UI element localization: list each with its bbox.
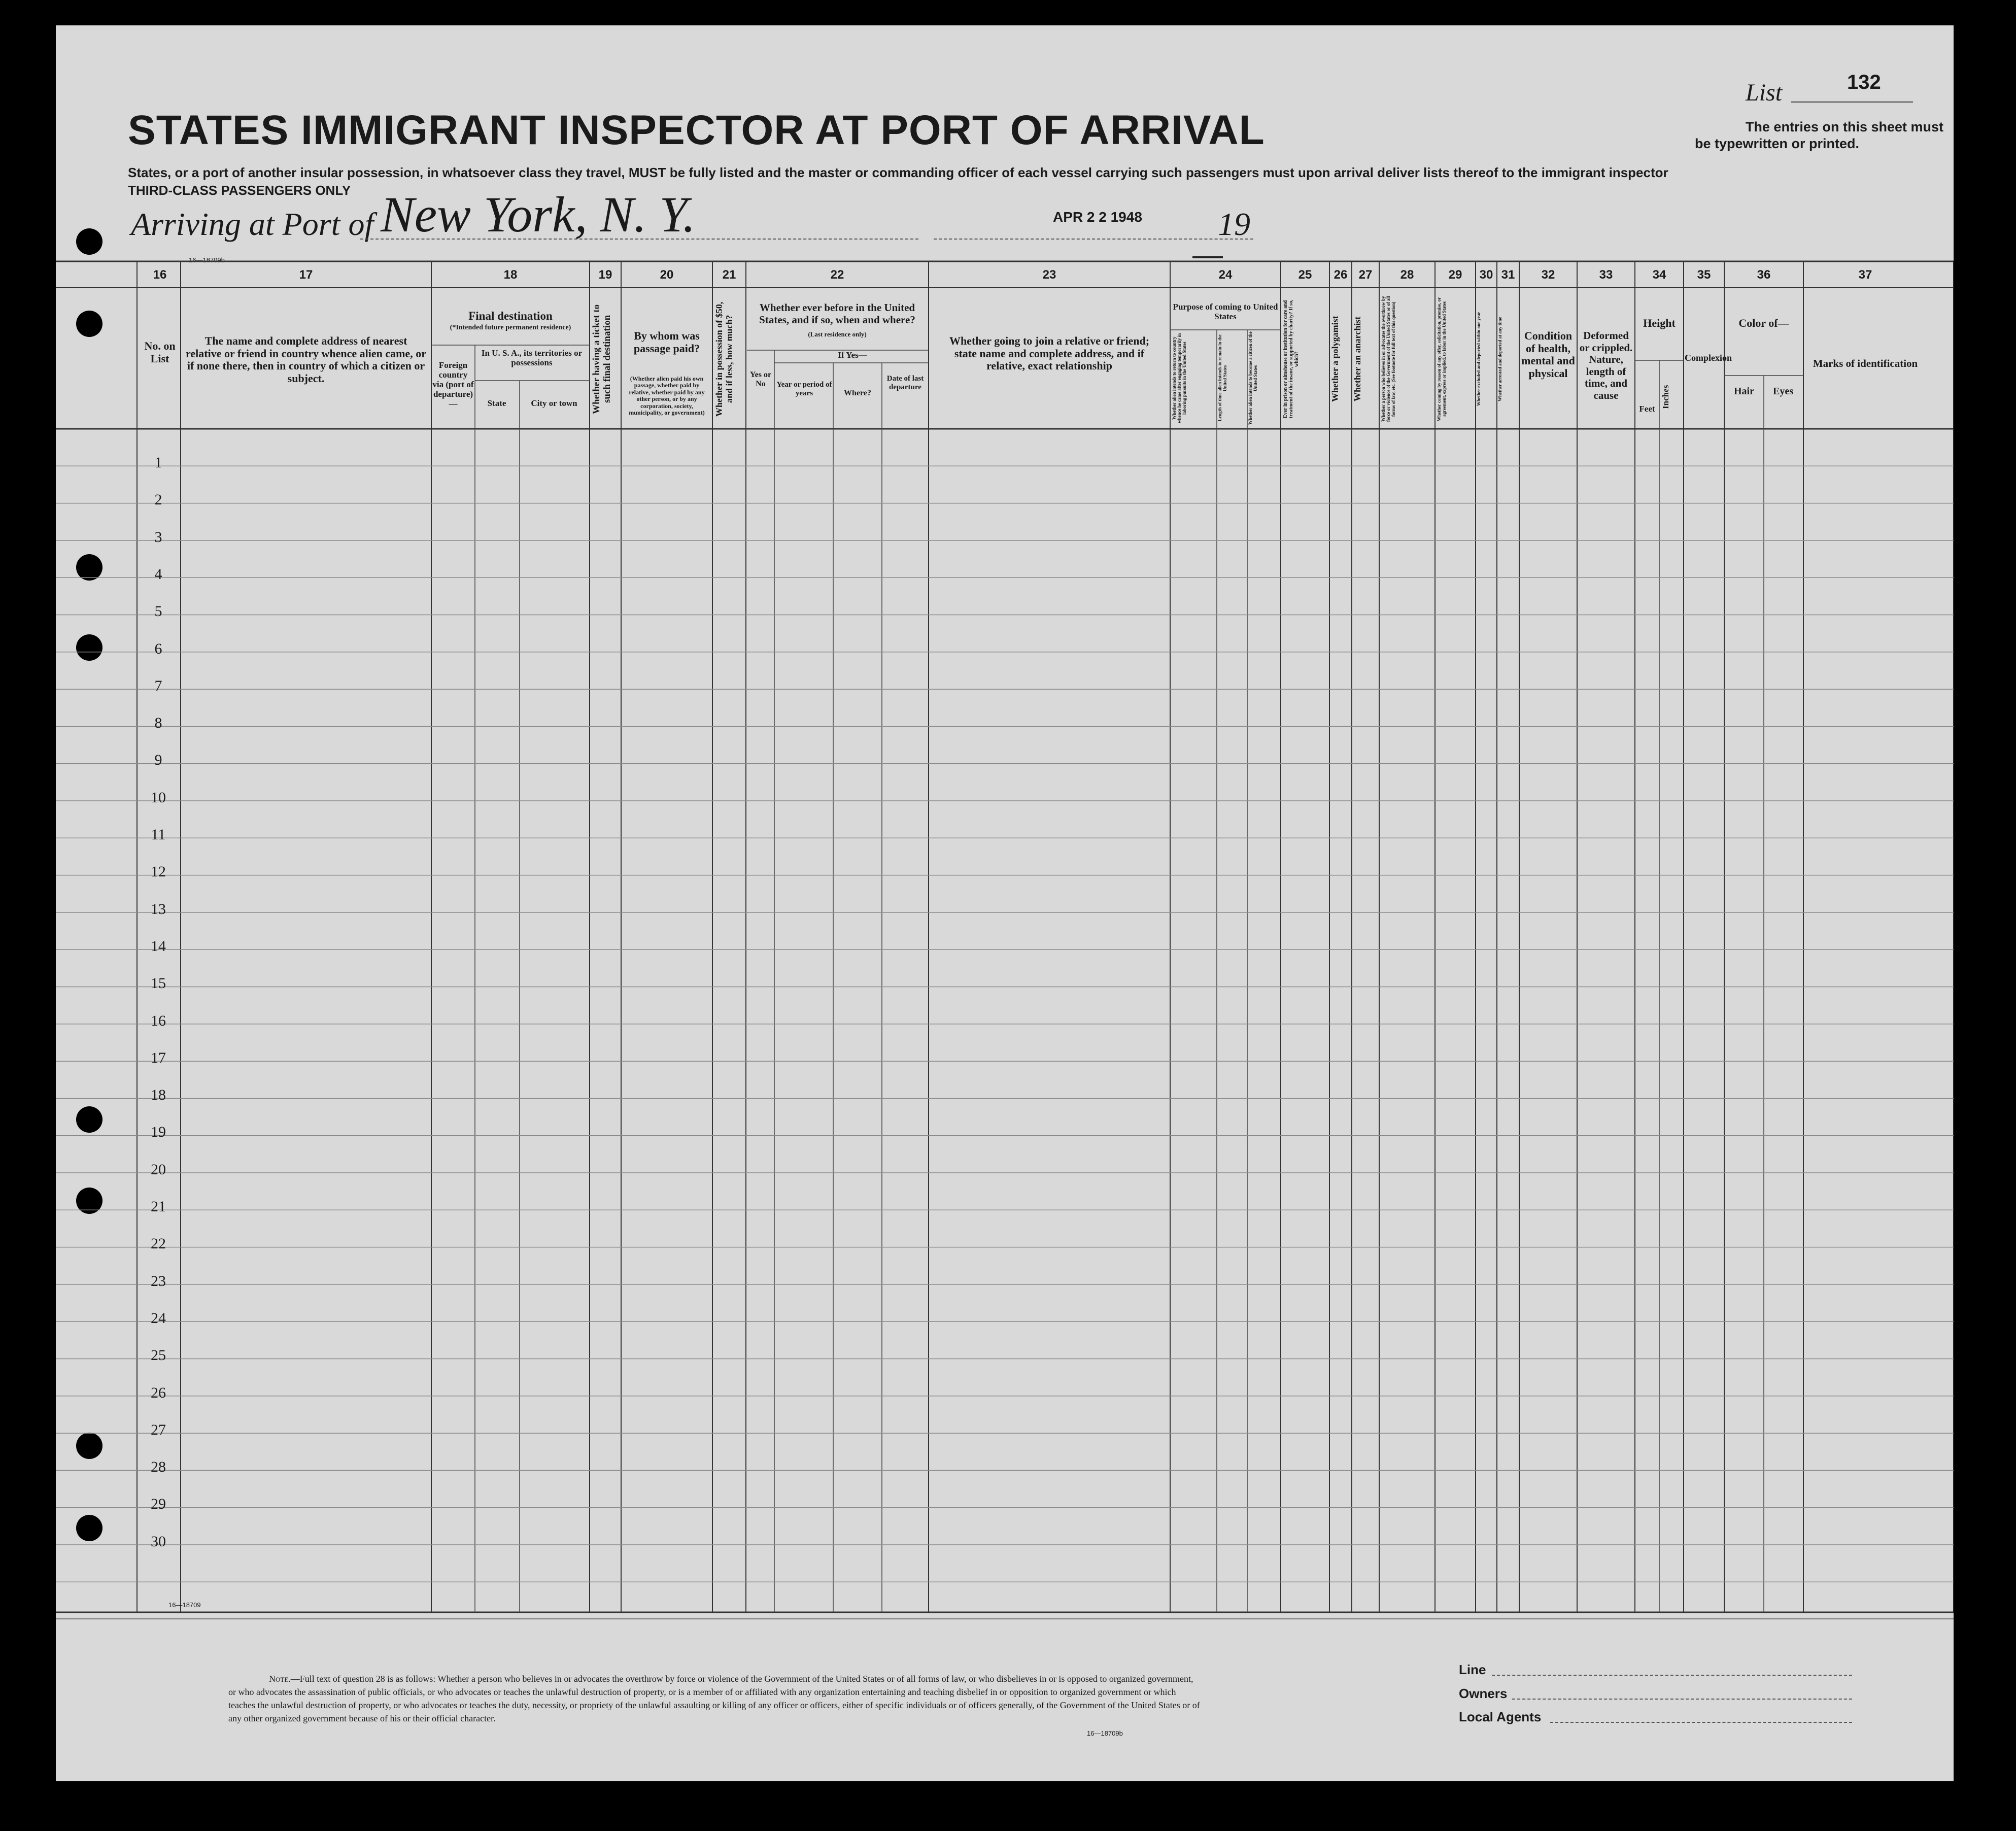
col-num-25: 25 [1298,268,1312,282]
col-header-24-b: Length of time alien intends to remain in the United States [1217,334,1227,422]
col-num-31: 31 [1501,268,1515,282]
col-num-34: 34 [1652,268,1666,282]
row-number: 13 [151,900,166,918]
row-number: 19 [151,1124,166,1141]
col-num-26: 26 [1334,268,1348,282]
row-number: 11 [151,826,166,843]
row-number: 2 [154,491,162,508]
col-header-25: Ever in prison or almshouse or institution for care and treatment of the insane, or supported by charity? If so, which? [1283,299,1300,419]
col-header-32: Condition of health, mental and physical [1521,329,1575,380]
col-header-36: Color of— [1738,317,1789,329]
port-handwritten: New York, N. Y. [381,186,696,243]
row-number: 4 [154,565,162,583]
row-number: 26 [151,1384,166,1401]
col-num-18: 18 [503,268,518,282]
col-header-37: Marks of identification [1813,357,1918,369]
col-header-36-hair: Hair [1734,386,1754,397]
col-header-19: Whether having a ticket to such final destination [591,304,612,414]
col-header-24-a: Whether alien intends to return to country whence he came after engaging temporarily in laboring pursuits in the United States [1172,333,1187,423]
col-num-33: 33 [1599,268,1613,282]
row-number: 23 [151,1272,166,1290]
footnote-label: Note. [269,1674,291,1684]
row-number: 3 [154,528,162,546]
col-num-37: 37 [1858,268,1872,282]
row-number: 22 [151,1235,166,1252]
manifest-grid [56,25,1954,1781]
col-header-22-years: Year or period of years [776,381,832,397]
row-number: 6 [154,640,162,657]
owners-field [1512,1699,1852,1700]
owners-label: Owners [1459,1686,1508,1701]
col-num-22: 22 [830,268,844,282]
col-num-27: 27 [1358,268,1373,282]
list-label: List [1746,79,1783,106]
col-num-20: 20 [660,268,674,282]
row-number: 9 [154,752,162,769]
col-header-16: No. on List [144,340,176,365]
col-header-31: Whether arrested and deported at any time [1497,317,1502,401]
row-number: 30 [151,1533,166,1550]
col-header-21: Whether in possession of $50, and if less, how much? [714,301,734,417]
col-header-18-city: City or town [531,398,577,408]
page-subtitle: States, or a port of another insular possession, in whatsoever class they travel, MUST be fully listed and the master or commanding officer of each vessel carrying such passengers must upon arrival deliver lists thereof to the immigrant inspector [128,165,1668,180]
col-header-22-note: (Last residence only) [808,330,867,338]
col-header-29: Whether coming by reason of any offer, solicitation, promise, or agreement, express or implied, to labor in the United States [1437,297,1447,421]
col-num-30: 30 [1479,268,1493,282]
col-num-16: 16 [153,268,167,282]
row-number: 17 [151,1049,166,1066]
list-number: 132 [1847,71,1881,93]
col-header-36-eyes: Eyes [1773,386,1793,397]
col-header-22-date: Date of last departure [886,375,924,391]
col-header-22: Whether ever before in the United States, and if so, when and where? [759,301,915,326]
row-number: 20 [151,1161,166,1178]
col-num-28: 28 [1400,268,1414,282]
col-header-20-note: (Whether alien paid his own passage, whether paid by relative, whether paid by any other person, or by any corporation, society, municipality, or government) [629,375,705,417]
row-number: 24 [151,1309,166,1327]
row-number: 25 [151,1347,166,1364]
col-header-34-feet: Feet [1639,404,1655,414]
row-number: 5 [154,603,162,620]
col-header-27: Whether an anarchist [1352,316,1362,402]
agents-label: Local Agents [1459,1709,1542,1724]
col-header-17: The name and complete address of nearest relative or friend in country whence alien came, or if none there, then in country of which a citizen or subject. [186,334,426,385]
col-num-35: 35 [1697,268,1711,282]
footnote-code: 16—18709b [1087,1730,1123,1737]
col-num-17: 17 [299,268,313,282]
col-header-18-usa: In U. S. A., its territories or possessions [481,348,583,368]
row-number: 12 [151,863,166,880]
col-num-21: 21 [722,268,736,282]
row-number: 1 [154,454,162,471]
row-number: 21 [151,1198,166,1215]
row-number: 27 [151,1421,166,1438]
typewritten-note-line2: be typewritten or printed. [1695,136,1860,151]
col-header-22-where: Where? [844,389,871,397]
col-header-30: Whether excluded and deported within one year [1476,312,1481,406]
col-header-18: Final destination [468,310,553,322]
typewritten-note-line1: The entries on this sheet must [1745,119,1943,134]
row-number: 29 [151,1496,166,1513]
col-header-18-foreign: Foreign country via (port of departure)— [432,360,474,409]
row-number: 8 [154,715,162,732]
row-number: 16 [151,1012,166,1029]
row-number: 7 [154,677,162,694]
col-num-32: 32 [1541,268,1555,282]
col-header-20: By whom was passage paid? [633,329,700,355]
row-number: 14 [151,937,166,955]
col-num-23: 23 [1042,268,1056,282]
manifest-sheet [56,25,1954,1781]
footnote-text [228,1672,1203,1725]
col-header-28: Whether a person who believes in or advocates the overthrow by force or violence of the Government of the United States or of all forms of law, etc. (See footnote for full text of this question) [1381,296,1396,422]
col-num-19: 19 [598,268,612,282]
row-number: 18 [151,1087,166,1104]
col-num-24: 24 [1218,268,1233,282]
date-stamp: APR 2 2 1948 [1053,209,1142,225]
col-header-18-note: (*Intended future permanent residence) [450,324,571,331]
col-num-36: 36 [1757,268,1771,282]
col-header-24-c: Whether alien intends to become a citizen of the United States [1248,331,1258,425]
col-header-34: Height [1643,317,1676,329]
form-code-bottom: 16—18709 [168,1601,201,1609]
col-header-26: Whether a polygamist [1330,316,1340,402]
row-number: 15 [151,975,166,992]
col-header-35: Complexion [1685,353,1732,363]
col-header-22-ifyes: If Yes— [838,350,867,360]
line-field [1492,1675,1852,1676]
col-header-33: Deformed or crippled. Nature, length of time, and cause [1579,329,1633,401]
row-number: 28 [151,1459,166,1476]
col-header-24: Purpose of coming to United States [1173,302,1278,322]
arriving-label: Arriving at Port of [131,206,374,242]
row-number: 10 [151,789,166,806]
col-header-18-state: State [487,398,506,408]
agents-field [1550,1722,1852,1723]
col-header-23: Whether going to join a relative or friend; state name and complete address, and if relative, exact relationship [949,334,1150,372]
footnote-body: —Full text of question 28 is as follows: Whether a person who believes in or advocates the overthrow by force or violence of the Government of the United States or of all forms of law, or who disbelieves in or is opposed to organized government, or who advocates the assassination of public officials, or who advocates or teaches the unlawful destruction of property, or is a member of or affiliated with any organization entertaining and teaching disbelief in or opposition to organized government or which teaches the unlawful destruction of property, or who advocates or teaches the duty, necessity, or propriety of the unlawful assaulting or killing of any officer or officers, either of specific individuals or of officers generally, of the Government of the United States or of any other organized government because of his or their official character. [228,1674,1200,1724]
class-line: THIRD-CLASS PASSENGERS ONLY [128,183,351,198]
page-title: STATES IMMIGRANT INSPECTOR AT PORT OF ARRIVAL [128,107,1265,153]
line-label: Line [1459,1662,1486,1677]
col-header-34-inches: Inches [1661,385,1670,410]
col-header-22-yesno: Yes or No [749,370,772,388]
col-num-29: 29 [1448,268,1462,282]
form-code-top: 16—18709b [189,256,225,264]
year-prefix: 19 [1218,206,1250,242]
